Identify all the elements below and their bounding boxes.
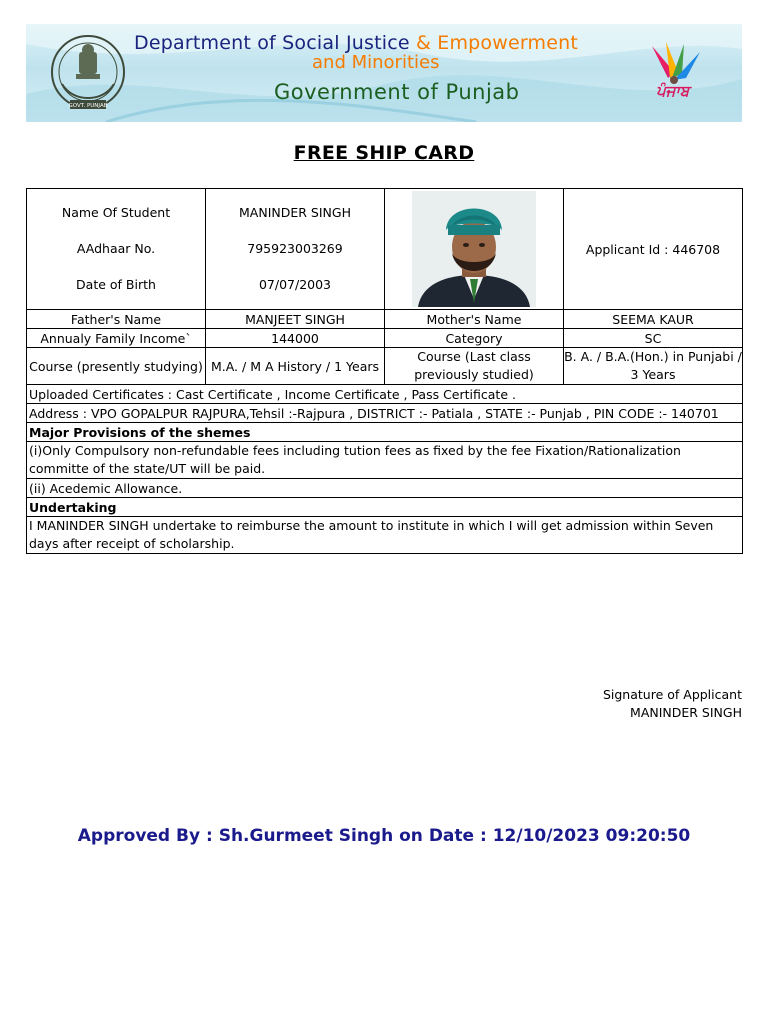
parents-row [27, 310, 743, 329]
provisions-heading: Major Provisions of the shemes [27, 423, 743, 442]
uploaded-certificates: Uploaded Certificates : Cast Certificate , Income Certificate , Pass Certificate . [27, 385, 743, 404]
approved-by: Approved By : Sh.Gurmeet Singh on Date : 12/10/2023 09:20:50 [77, 826, 691, 846]
undertaking-text-row [27, 517, 743, 554]
government-name: Government of Punjab [274, 80, 520, 104]
student-info-row [27, 189, 743, 310]
last-course-label: Course (Last class previously studied) [385, 348, 564, 385]
name-label: Name Of Student [61, 205, 171, 220]
aadhaar-label: AAdhaar No. [76, 241, 156, 256]
department-name-main: Department of Social Justice [134, 32, 410, 54]
student-photo-icon [412, 191, 536, 307]
category-value: SC [564, 329, 743, 348]
undertaking-heading-row [27, 498, 743, 517]
dob-value: 07/07/2003 [258, 277, 332, 292]
signature-name: MANINDER SINGH [630, 705, 742, 720]
state-emblem-icon [48, 32, 128, 114]
signature-block [603, 686, 742, 722]
uploaded-row [27, 385, 743, 404]
provisions-item2-row [27, 479, 743, 498]
free-ship-card-table [26, 188, 743, 554]
course-value: M.A. / M A History / 1 Years [206, 348, 385, 385]
undertaking-heading: Undertaking [27, 498, 743, 517]
father-value: MANJEET SINGH [206, 310, 385, 329]
department-name-accent: & Empowerment [416, 32, 579, 54]
course-row [27, 348, 743, 385]
page-title: FREE SHIP CARD [293, 142, 475, 164]
course-label: Course (presently studying) [27, 348, 206, 385]
emblem-text: GOVT. PUNJAB [68, 103, 108, 109]
provision-item-1: (i)Only Compulsory non-refundable fees including tution fees as fixed by the fee Fixation/Rationalization committe of the state/UT will be paid. [27, 442, 743, 479]
provisions-heading-row [27, 423, 743, 442]
signature-label: Signature of Applicant [602, 687, 742, 702]
punjab-logo [638, 38, 738, 110]
income-category-row [27, 329, 743, 348]
name-value: MANINDER SINGH [239, 205, 351, 220]
income-label: Annualy Family Income` [27, 329, 206, 348]
last-course-value: B. A. / B.A.(Hon.) in Punjabi / 3 Years [564, 348, 743, 385]
student-photo [412, 191, 536, 307]
undertaking-text: I MANINDER SINGH undertake to reimburse the amount to institute in which I will get admission within Seven days after receipt of scholarship. [27, 517, 743, 554]
aadhaar-value: 795923003269 [247, 241, 343, 256]
header-banner [26, 24, 742, 122]
student-labels-cell [27, 189, 206, 310]
punjab-logo-text: ਪੰਜਾਬ [656, 82, 690, 100]
photo-cell [385, 189, 564, 310]
mother-label: Mother's Name [385, 310, 564, 329]
income-value: 144000 [206, 329, 385, 348]
address: Address : VPO GOPALPUR RAJPURA,Tehsil :-Rajpura , DISTRICT :- Patiala , STATE :- Punjab , PIN CODE :- 140701 [27, 404, 743, 423]
father-label: Father's Name [27, 310, 206, 329]
department-name-line2: and Minorities [312, 52, 440, 73]
category-label: Category [385, 329, 564, 348]
provisions-item1-row [27, 442, 743, 479]
dob-label: Date of Birth [76, 277, 156, 292]
department-name [134, 32, 578, 54]
applicant-id: Applicant Id : 446708 [564, 189, 743, 310]
provision-item-2: (ii) Acedemic Allowance. [27, 479, 743, 498]
address-row [27, 404, 743, 423]
student-values-cell [206, 189, 385, 310]
mother-value: SEEMA KAUR [564, 310, 743, 329]
